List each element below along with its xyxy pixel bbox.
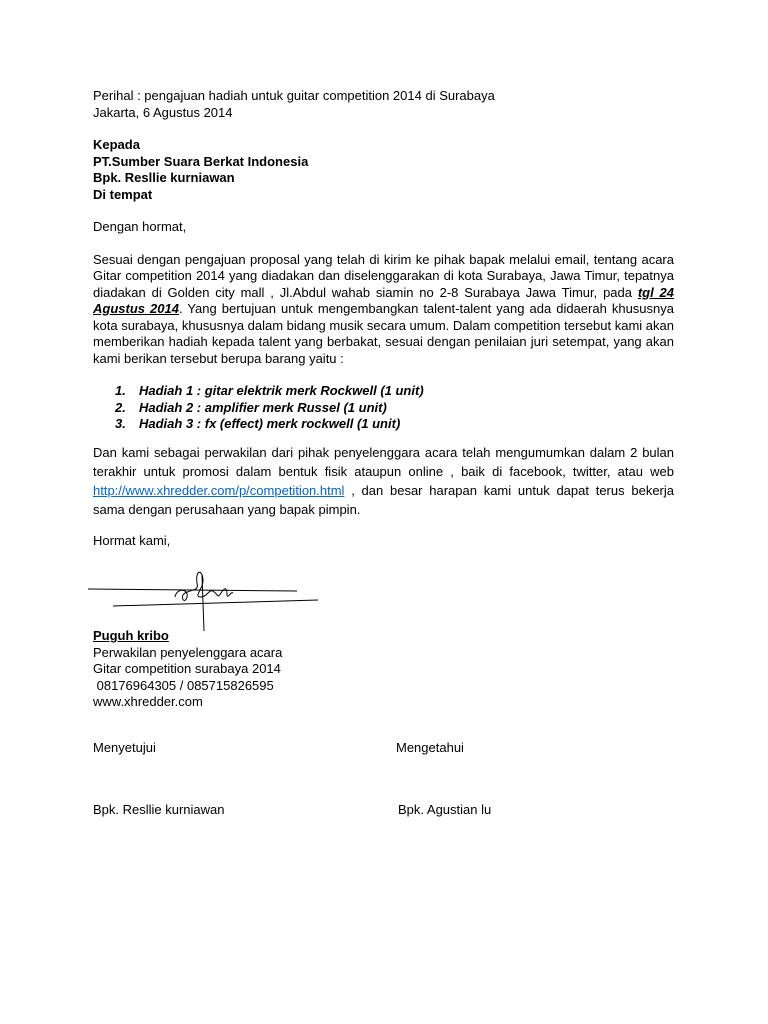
place-date: Jakarta, 6 Agustus 2014 (93, 104, 233, 120)
signer-block (93, 628, 282, 711)
letter (93, 88, 674, 549)
prize-list (93, 383, 674, 433)
body-paragraph-2 (93, 443, 674, 519)
list-item: 1. Hadiah 1 : gitar elektrik merk Rockwell (1 unit) (115, 383, 424, 398)
greeting: Dengan hormat, (93, 219, 187, 234)
body2-text-b: , dan besar harapan kami untuk dapat terus bekerja sama dengan perusahaan yang bapak pimpin. (93, 482, 674, 517)
list-item: 2. Hadiah 2 : amplifier merk Russel (1 unit) (115, 399, 387, 415)
event-date: tgl 24 Agustus 2014 (93, 284, 674, 316)
recipient-person: Bpk. Resllie kurniawan (93, 170, 235, 185)
approval-section (93, 740, 653, 830)
signer-name: Puguh kribo (93, 628, 169, 643)
signature-image (85, 567, 325, 637)
approval-right-label: Mengetahui (396, 740, 464, 755)
approval-left-label: Menyetujui (93, 740, 156, 755)
body1-text-a: Sesuai dengan pengajuan proposal yang telah di kirim ke pihak bapak melalui email, tentang acara Gitar competition 2014 yang diadakan dan diselenggarakan di kota Surabaya, Jawa Timur, tepatnya diadakan di Golden city mall , Jl.Abdul wahab siamin no 2-8 Surabaya Jawa Timur, pada (93, 251, 674, 300)
signer-phone: 08176964305 / 085715826595 (93, 677, 274, 693)
competition-link[interactable]: http://www.xhredder.com/p/competition.html (93, 482, 345, 498)
recipient-to: Kepada (93, 137, 140, 152)
approval-left-name: Bpk. Resllie kurniawan (93, 802, 225, 817)
body2-text-a: Dan kami sebagai perwakilan dari pihak penyelenggara acara telah mengumumkan dalam 2 bulan terakhir untuk promosi dalam bentuk fisik ataupun online , baik di facebook, twitter, atau web (93, 444, 674, 479)
list-item: 3. Hadiah 3 : fx (effect) merk rockwell (1 unit) (115, 416, 401, 431)
body1-text-b: . Yang bertujuan untuk mengembangkan talent-talent yang ada didaerah khususnya kota surabaya, khususnya dalam bidang musik secara umum. Dalam competition tersebut kami akan memberikan hadiah kepada talent yang berbakat, sesuai dengan penilaian juri setempat, yang akan kami berikan tersebut berupa barang yaitu : (93, 301, 674, 366)
signer-role: Perwakilan penyelenggara acara (93, 644, 283, 660)
approval-right-name: Bpk. Agustian lu (398, 802, 492, 817)
signer-web: www.xhredder.com (93, 694, 203, 709)
recipient-location: Di tempat (93, 186, 153, 202)
subject-line: Perihal : pengajuan hadiah untuk guitar competition 2014 di Surabaya (93, 88, 495, 103)
signer-event: Gitar competition surabaya 2014 (93, 661, 281, 676)
recipient-company: PT.Sumber Suara Berkat Indonesia (93, 153, 309, 169)
body-paragraph-1 (93, 252, 674, 368)
closing: Hormat kami, (93, 532, 171, 548)
